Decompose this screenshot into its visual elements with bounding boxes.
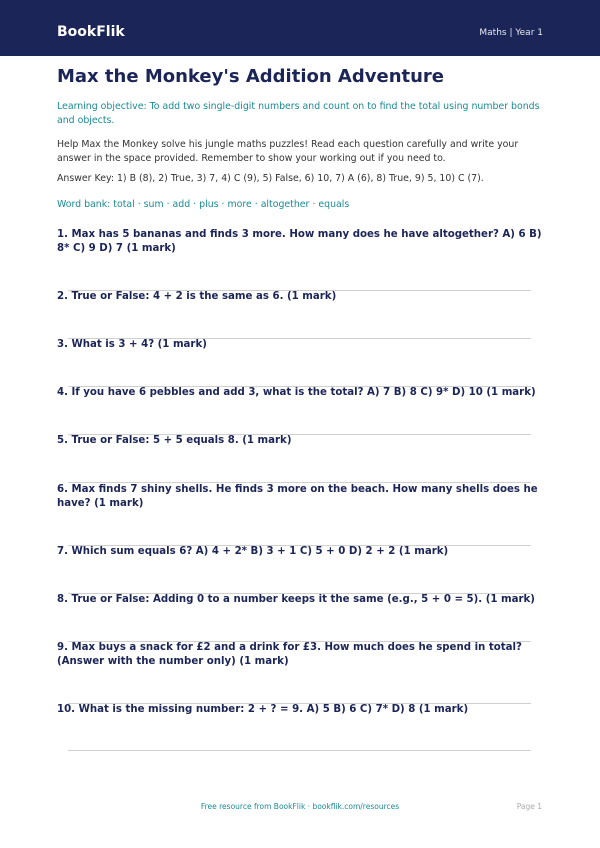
question-7: 7. Which sum equals 6? A) 4 + 2* B) 3 + 1 C) 5 + 0 D) 2 + 2 (1 mark) bbox=[57, 546, 449, 557]
question-3: 3. What is 3 + 4? (1 mark) bbox=[57, 339, 207, 350]
page-header bbox=[0, 0, 600, 56]
answer-line-10[interactable] bbox=[68, 750, 531, 751]
question-9: 9. Max buys a snack for £2 and a drink for £3. How much does he spend in total? (Answer with the number only) (1 mark) bbox=[57, 642, 522, 667]
question-10: 10. What is the missing number: 2 + ? = 9. A) 5 B) 6 C) 7* D) 8 (1 mark) bbox=[57, 704, 469, 715]
intro-text: Help Max the Monkey solve his jungle maths puzzles! Read each question carefully and write your answer in the space provided. Remember to show your working out if you need to. bbox=[57, 139, 519, 164]
question-4: 4. If you have 6 pebbles and add 3, what is the total? A) 7 B) 8 C) 9* D) 10 (1 mark) bbox=[57, 387, 536, 398]
question-8: 8. True or False: Adding 0 to a number keeps it the same (e.g., 5 + 0 = 5). (1 mark) bbox=[57, 594, 535, 605]
footer-credit[interactable]: Free resource from BookFlik · bookflik.com/resources bbox=[200, 802, 400, 811]
word-bank: Word bank: total · sum · add · plus · more · altogether · equals bbox=[57, 199, 350, 210]
answer-key: Answer Key: 1) B (8), 2) True, 3) 7, 4) C (9), 5) False, 6) 10, 7) A (6), 8) True, 9) 5, 10) C (7). bbox=[57, 173, 484, 184]
question-2: 2. True or False: 4 + 2 is the same as 6. (1 mark) bbox=[57, 291, 337, 302]
page-title: Max the Monkey's Addition Adventure bbox=[57, 66, 445, 87]
learning-objective: Learning objective: To add two single-digit numbers and count on to find the total using number bonds and objects. bbox=[57, 101, 540, 126]
brand-logo-text[interactable]: BookFlik bbox=[57, 24, 125, 40]
subject-label: Maths | Year 1 bbox=[479, 28, 543, 38]
question-5: 5. True or False: 5 + 5 equals 8. (1 mark) bbox=[57, 435, 292, 446]
page-number: Page 1 bbox=[516, 802, 542, 811]
question-6: 6. Max finds 7 shiny shells. He finds 3 more on the beach. How many shells does he have? (1 mark) bbox=[57, 484, 538, 509]
question-1: 1. Max has 5 bananas and finds 3 more. How many does he have altogether? A) 6 B) 8* C) 9 D) 7 (1 mark) bbox=[57, 229, 542, 254]
